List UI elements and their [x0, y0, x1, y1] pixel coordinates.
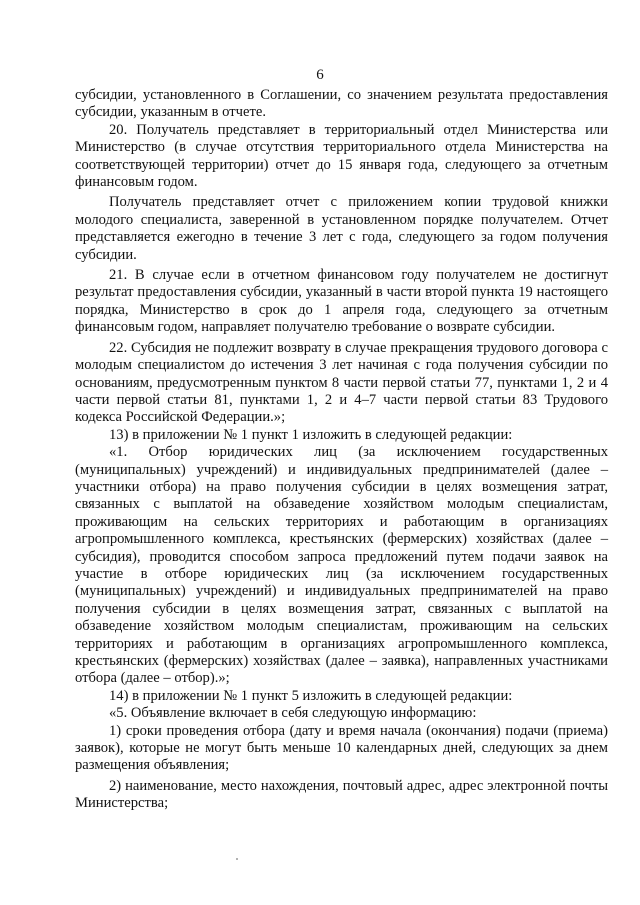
- paragraph-subitem-2: 2) наименование, место нахождения, почтовый адрес, адрес электронной почты Министерства;: [75, 777, 608, 812]
- paragraph-report-attachment: Получатель представляет отчет с приложением копии трудовой книжки молодого специалиста, заверенной в установленном порядке получателем. Отчет представляется ежегодно в течение 3 лет с года, следующего за годом получения субсидии.: [75, 194, 608, 263]
- paragraph-new-item-5: «5. Объявление включает в себя следующую информацию:: [109, 705, 477, 722]
- paragraph-amendment-14: 14) в приложении № 1 пункт 5 изложить в следующей редакции:: [109, 687, 513, 704]
- paragraph-amendment-13: 13) в приложении № 1 пункт 1 изложить в следующей редакции:: [109, 426, 513, 443]
- paragraph-continuation: субсидии, установленного в Соглашении, со значением результата предоставления субсидии, указанным в отчете.: [75, 87, 608, 121]
- scan-speck: [236, 858, 238, 860]
- paragraph-new-item-1: «1. Отбор юридических лиц (за исключением государственных (муниципальных) учреждений) и индивидуальных предпринимателей (далее – участники отбора) на право получения субсидии в целях возмещения затрат, связанных с выплатой на обзаведение хозяйством молодым специалистам, проживающим на сельских территориях и работающим в организациях агропромышленного комплекса, крестьянских (фермерских) хозяйствах (далее – субсидия), проводится способом запроса предложений путем подачи заявок на участие в отборе юридических лиц (за исключением государственных (муниципальных) учреждений) и индивидуальных предпринимателей на право получения субсидии в целях возмещения затрат, связанных с выплатой на обзаведение хозяйством молодым специалистам, проживающим на сельских территориях и работающим в организациях агропромышленного комплекса, крестьянских (фермерских) хозяйствах (далее – заявка), направленных участниками отбора (далее – отбор).»;: [75, 444, 608, 687]
- paragraph-item-21: 21. В случае если в отчетном финансовом году получателем не достигнут результат предоставления субсидии, указанный в части второй пункта 19 настоящего порядка, Министерство в срок до 1 апреля года, следующего за отчетным финансовым годом, направляет получателю требование о возврате субсидии.: [75, 267, 608, 336]
- paragraph-item-22: 22. Субсидия не подлежит возврату в случае прекращения трудового договора с молодым специалистом до истечения 3 лет начиная с года получения субсидии по основаниям, предусмотренным пунктом 8 части первой статьи 77, пунктами 1, 2 и 4 части первой статьи 81, пунктами 1, 2 и 4–7 части первой статьи 83 Трудового кодекса Российской Федерации.»;: [75, 339, 608, 426]
- page-number: 6: [316, 67, 324, 83]
- paragraph-subitem-1: 1) сроки проведения отбора (дату и время начала (окончания) подачи (приема) заявок), которые не могут быть меньше 10 календарных дней, следующих за днем размещения объявления;: [75, 722, 608, 774]
- paragraph-item-20: 20. Получатель представляет в территориальный отдел Министерства или Министерство (в случае отсутствия территориального отдела Министерства на соответствующей территории) отчет до 15 января года, следующего за отчетным финансовым годом.: [75, 121, 608, 191]
- document-body: [75, 87, 608, 813]
